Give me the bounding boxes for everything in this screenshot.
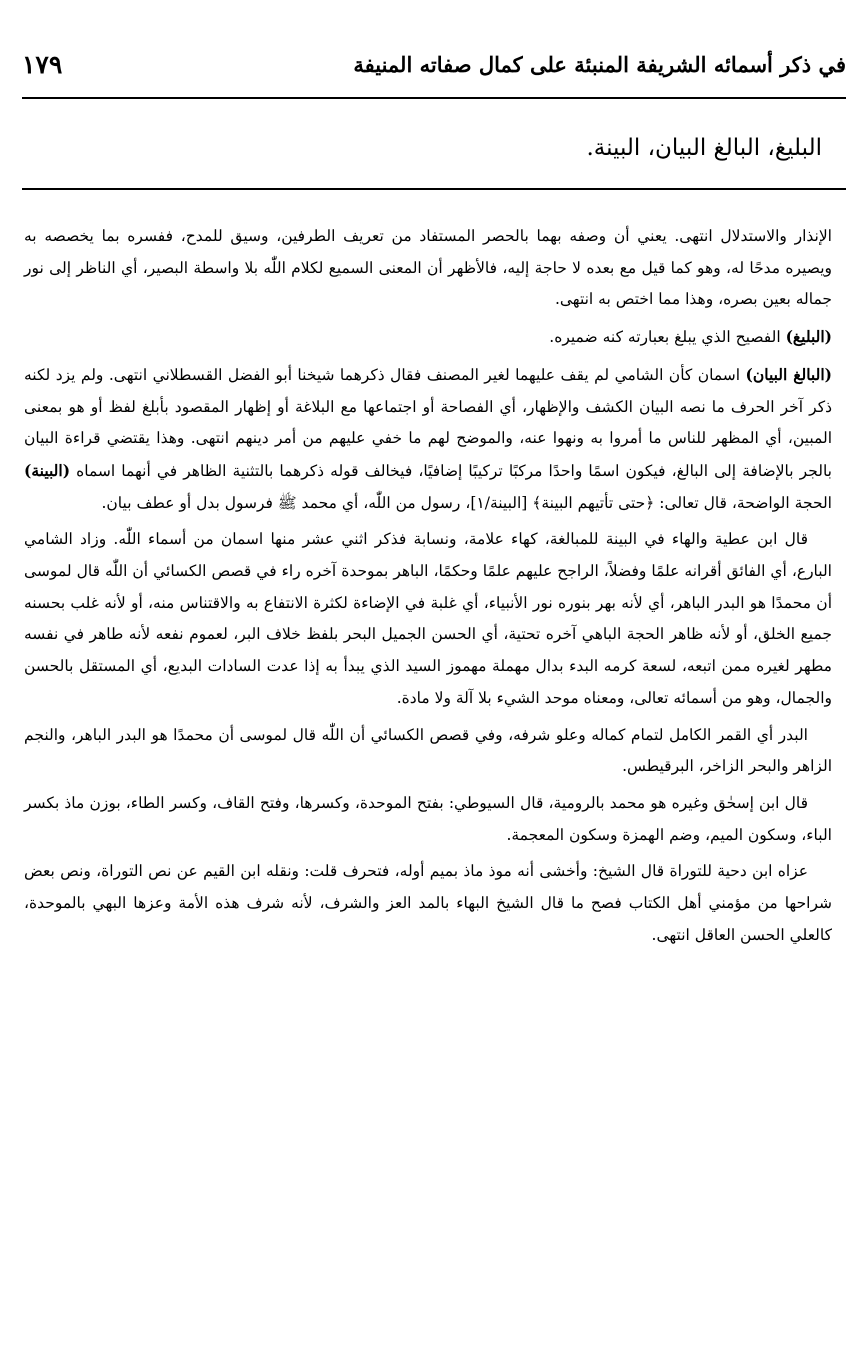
verse-line: البليغ، البالغ البيان، البينة.: [586, 135, 822, 161]
entry-term: (البالغ البيان): [745, 364, 832, 384]
running-head-title: في ذكر أسمائه الشريفة المنبئة على كمال صفاته المنيفة: [353, 51, 846, 77]
entry-term: (البليغ): [785, 327, 832, 347]
commentary-paragraph: الإنذار والاستدلال انتهى. يعني أن وصفه بهما بالحصر المستفاد من تعريف الطرفين، وسيق للمدح، ففسره بما يخصصه به ويصيره مدحًا له، وهو كما قيل مع بعده لا حاجة إليه، فالأظهر أن المعنى السميع لكلام اللّٰه بلا واسطة البصير، أي الناظر إلى نور جماله بعين بصره، وهذا مما اختص به انتهى.: [24, 227, 832, 309]
commentary-paragraph: البدر أي القمر الكامل لتمام كماله وعلو شرفه، وفي قصص الكسائي أن اللّٰه قال لموسى أن محمدًا هو البدر الباهر، والنجم الزاهر والبحر الزاخر، البرقيطس.: [24, 725, 832, 776]
entry-text: الفصيح الذي يبلغ بعبارته كنه ضميره.: [549, 328, 786, 347]
header-divider: [22, 97, 846, 99]
entry-text: اسمان كأن الشامي لم يقف عليهما لغير المصنف فقال ذكرهما شيخنا أبو الفضل القسطلاني انتهى. ولم يزد لكنه ذكر آخر الحرف ما نصه البيان الكشف والإظهار، أي الفصاحة أو اجتماعها مع البلاغة أو إظهار المقصود بأبلغ لفظ أو هو بمعنى المبين، أي المظهر للناس ما أمروا به ونهوا عنه، والموضح لهم ما خفي عليهم من أمر دينهم انتهى. وهذا يقتضي قراءة البيان بالجر بالإضافة إلى البالغ، فيكون اسمًا واحدًا مركبًا تركيبًا إضافيًا، فيخالف قوله ذكرهما بالتثنية الظاهر في أنهما اسماه: [24, 365, 832, 480]
commentary-paragraph: قال ابن عطية والهاء في البينة للمبالغة، كهاء علامة، ونسابة فذكر اثني عشر منها اسمان من أسماء اللّٰه. وزاد الشامي البارع، أي الفائق أقرانه علمًا وفضلاً، الراجح عليهم علمًا وحكمًا، الباهر بموحدة آخره راء في قصص الكسائي أن اللّٰه قال لموسى أن محمدًا هو البدر الباهر، أي لأنه بهر بنوره نور الأنبياء، أي غلبة في الإضاءة لكثرة الانتفاع به والاقتناس منه، أو لأنه غلب بحسنه جميع الخلق، أو لأنه ظاهر الحجة الباهي آخره تحتية، أي الحسن الجميل البحر بلفظ خلاف البر، لعموم نفعه لأنه طاهر في نفسه مطهر لغيره ممن اتبعه، لسعة كرمه البدء بدال مهملة مهموز السيد الذي يبدأ به إذا عدت السادات البديع، أي المستقل بالحسن والجمال، وهو من أسمائه تعالى، ومعناه موحد الشيء بلا آلة ولا مادة.: [24, 530, 832, 707]
commentary-body: [24, 221, 832, 1358]
page-number: ١٧٩: [22, 49, 63, 79]
entry-albaligh-albayan: [24, 359, 832, 520]
commentary-paragraph: قال ابن إسحٰق وغيره هو محمد بالرومية، قال السيوطي: بفتح الموحدة، وكسرها، وفتح القاف، وكسر الطاء، بوزن ماذ بكسر الباء، وسكون الميم، وضم الهمزة وسكون المعجمة.: [24, 793, 832, 844]
section-divider: [22, 188, 846, 190]
entry-albaligh: [24, 321, 832, 354]
entry-text: الحجة الواضحة، قال تعالى: ﴿حتى تأتيهم البينة﴾ [البينة/١]، رسول من اللّٰه، أي محمد ﷺ فرسول بدل أو عطف بيان.: [101, 493, 832, 512]
commentary-paragraph: عزاه ابن دحية للتوراة قال الشيخ: وأخشى أنه موذ ماذ بميم أوله، فتحرف قلت: ونقله ابن القيم عن نص التوراة، ونص بعض شراحها من مؤمني أهل الكتاب فصح ما قال الشيخ البهاء بالمد العز والشرف، لأنه شرف هذه الأمة وعزها البهي بالموحدة، كالعلي الحسن العاقل انتهى.: [24, 862, 832, 944]
entry-term: (البينة): [24, 460, 71, 480]
page-header: [22, 36, 846, 92]
